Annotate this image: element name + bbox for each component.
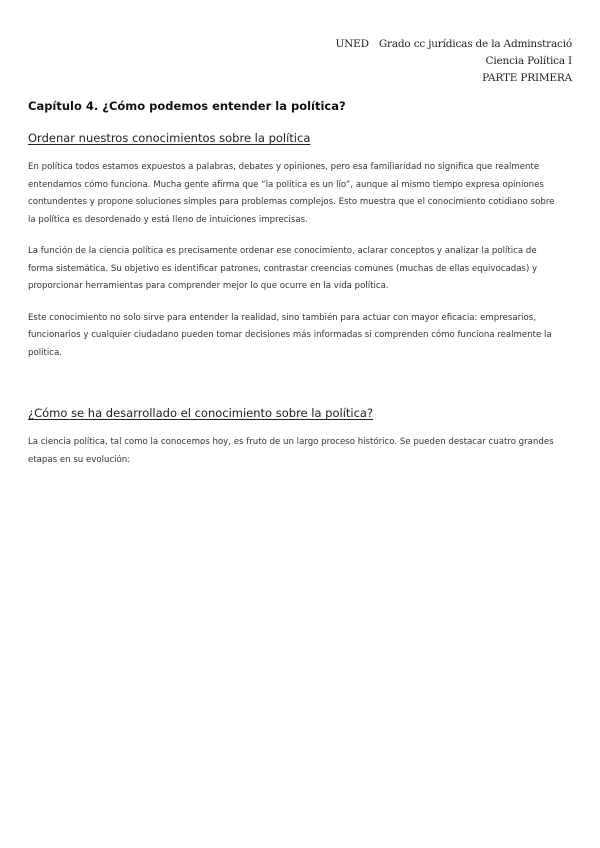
paragraph-1: En política todos estamos expuestos a palabras, debates y opiniones, pero esa familiaridad no significa que realmente entendamos cómo funciona. Mucha gente afirma que “la política es un lío”, aunque al mismo tiempo expresa opiniones contundentes y propone soluciones simples para problemas complejos. Esto muestra que el conocimiento cotidiano sobre la política es desordenado y está lleno de intuiciones imprecisas. bbox=[28, 162, 555, 225]
paragraph-3: Este conocimiento no solo sirve para entender la realidad, sino también para actuar con mayor eficacia: empresarios, funcionarios y cualquier ciudadano pueden tomar decisiones más informadas si comprenden cómo funciona realmente la política. bbox=[28, 312, 552, 358]
section-heading-2: ¿Cómo se ha desarrollado el conocimiento sobre la política? bbox=[28, 406, 374, 420]
header-grado: Grado cc jurídicas de la Adminstració bbox=[378, 38, 572, 50]
header-line-1 bbox=[28, 36, 572, 53]
paragraph-4: La ciencia política, tal como la conocemos hoy, es fruto de un largo proceso histórico. Se pueden destacar cuatro grandes etapas en su evolución: bbox=[28, 437, 554, 465]
page-header bbox=[28, 36, 572, 87]
header-uned: UNED bbox=[335, 38, 369, 50]
chapter-title: Capítulo 4. ¿Cómo podemos entender la política? bbox=[28, 99, 346, 113]
header-asignatura: Ciencia Política I bbox=[485, 55, 572, 67]
header-parte: PARTE PRIMERA bbox=[482, 72, 572, 84]
section-heading-1: Ordenar nuestros conocimientos sobre la política bbox=[28, 131, 311, 145]
paragraph-2: La función de la ciencia política es precisamente ordenar ese conocimiento, aclarar conceptos y analizar la política de forma sistemática. Su objetivo es identificar patrones, contrastar creencias comunes (muchas de ellas equivocadas) y proporcionar herramientas para comprender mejor lo que ocurre en la vida política. bbox=[28, 246, 538, 291]
